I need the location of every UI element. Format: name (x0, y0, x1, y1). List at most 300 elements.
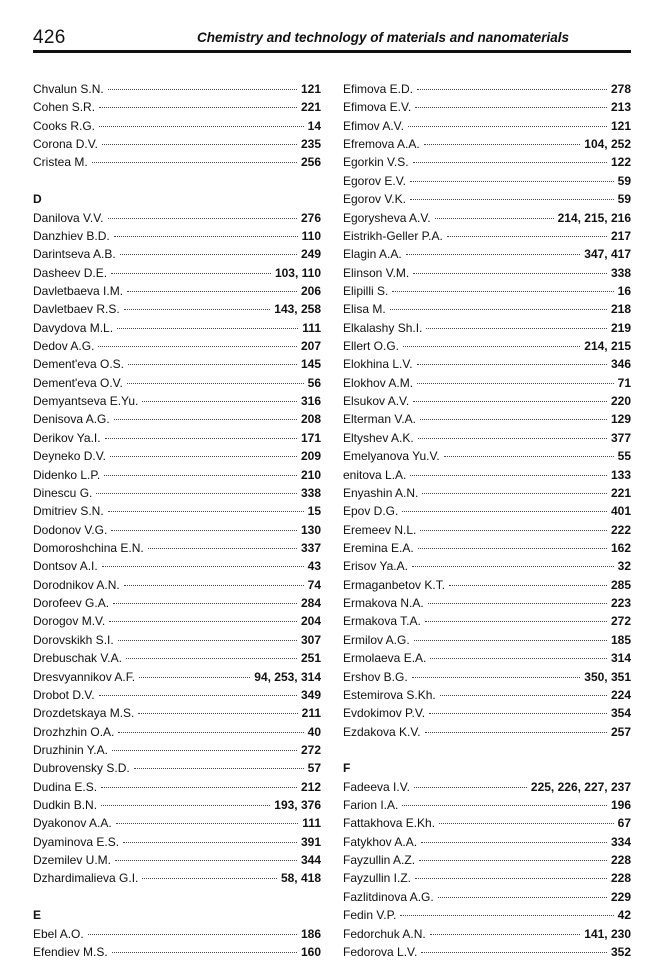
page-references: 104, 252 (584, 137, 631, 152)
dot-leader (400, 915, 613, 916)
page-references: 391 (300, 834, 321, 849)
dot-leader (112, 952, 297, 953)
index-entry (343, 172, 631, 190)
dot-leader (142, 401, 297, 402)
index-entry (343, 686, 631, 704)
page-references: 346 (610, 357, 631, 372)
index-entry (33, 209, 321, 227)
dot-leader (99, 695, 297, 696)
dot-leader (412, 677, 581, 678)
author-name: Fattakhova E.Kh. (343, 816, 436, 831)
author-name: Fayzullin A.Z. (343, 853, 416, 868)
dot-leader (113, 603, 297, 604)
page-references: 278 (610, 82, 631, 96)
index-entry (343, 723, 631, 741)
author-name: Derikov Ya.I. (33, 430, 101, 445)
author-name: Efimov A.V. (343, 118, 404, 133)
index-entry (33, 245, 321, 263)
page-references: 207 (300, 339, 321, 354)
index-entry (33, 539, 321, 557)
dot-leader (117, 328, 298, 329)
page-references: 103, 110 (274, 265, 321, 280)
index-entry (33, 594, 321, 612)
author-name: Farion I.A. (343, 798, 399, 813)
page-references: 272 (300, 742, 321, 757)
dot-leader (101, 805, 270, 806)
page-references: 196 (610, 798, 631, 813)
index-entry (33, 704, 321, 722)
index-entry (343, 814, 631, 832)
index-entry (33, 741, 321, 759)
page-references: 209 (300, 449, 321, 464)
index-entry (343, 300, 631, 318)
dot-leader (408, 126, 607, 127)
dot-leader (392, 291, 613, 292)
section-letter-heading: D (33, 192, 42, 207)
dot-leader (111, 273, 271, 274)
author-name: Egorysheva A.V. (343, 210, 431, 225)
page-references: 211 (301, 706, 321, 721)
index-entry (343, 117, 631, 135)
page-references: 284 (300, 596, 321, 611)
index-entry (33, 447, 321, 465)
dot-leader (430, 658, 607, 659)
dot-leader (420, 530, 607, 531)
dot-leader (410, 181, 614, 182)
author-name: Ermilov A.G. (343, 632, 410, 647)
page-references: 206 (300, 283, 321, 298)
dot-leader (419, 860, 607, 861)
page-references: 229 (610, 889, 631, 904)
author-name: Efimova E.V. (343, 100, 412, 115)
dot-leader (101, 787, 297, 788)
index-entry (33, 686, 321, 704)
author-name: Druzhinin Y.A. (33, 742, 108, 757)
dot-leader (115, 860, 297, 861)
dot-leader (444, 456, 614, 457)
index-entry (33, 337, 321, 355)
page-references: 221 (610, 485, 631, 500)
page-references: 71 (617, 375, 631, 390)
index-entry (33, 227, 321, 245)
running-title: Chemistry and technology of materials and nanomaterials (196, 30, 570, 45)
page-references: 338 (300, 485, 321, 500)
page-references: 111 (302, 816, 321, 831)
dot-leader (420, 419, 607, 420)
index-entry (33, 759, 321, 777)
page-references: 111 (302, 320, 321, 335)
page-references: 401 (610, 504, 631, 519)
page-references: 162 (610, 540, 631, 555)
index-entry (33, 466, 321, 484)
page-references: 204 (300, 614, 321, 629)
page-references: 110 (301, 228, 321, 243)
page-references: 344 (300, 853, 321, 868)
page-references: 122 (610, 155, 631, 170)
index-entry (343, 796, 631, 814)
section-letter-heading: E (33, 908, 42, 923)
dot-leader (99, 126, 304, 127)
author-name: Dorofeev G.A. (33, 596, 110, 611)
page-references: 354 (610, 706, 631, 721)
page-references: 213 (610, 100, 631, 115)
page-references: 16 (617, 283, 631, 298)
index-entry (33, 429, 321, 447)
page-references: 94, 253, 314 (254, 669, 321, 684)
index-entry (33, 282, 321, 300)
dot-leader (124, 309, 271, 310)
index-entry (343, 484, 631, 502)
author-name: Fadeeva I.V. (343, 779, 410, 794)
index-entry (33, 374, 321, 392)
index-entry (33, 521, 321, 539)
dot-leader (413, 273, 607, 274)
author-name: Darintseva A.B. (33, 247, 116, 262)
dot-leader (425, 732, 607, 733)
dot-leader (114, 236, 298, 237)
dot-leader (415, 878, 607, 879)
index-entry (33, 943, 321, 961)
page-references: 221 (300, 100, 321, 115)
index-entry (33, 355, 321, 373)
index-entry (33, 502, 321, 520)
author-name: Ermakova N.A. (343, 596, 424, 611)
dot-leader (142, 878, 277, 879)
dot-leader (406, 254, 581, 255)
author-name: Davletbaeva I.M. (33, 283, 124, 298)
index-entry (343, 869, 631, 887)
author-name: Fatykhov A.A. (343, 834, 418, 849)
index-entry (33, 135, 321, 153)
author-name: Dubrovensky S.D. (33, 761, 130, 776)
page-references: 121 (610, 118, 631, 133)
index-entry (33, 649, 321, 667)
author-name: Elagin A.A. (343, 247, 402, 262)
author-name: Dodonov V.G. (33, 522, 108, 537)
index-entry (343, 227, 631, 245)
dot-leader (128, 364, 297, 365)
page-references: 55 (617, 449, 631, 464)
dot-leader (114, 419, 297, 420)
dot-leader (111, 530, 297, 531)
author-name: Dorodnikov A.N. (33, 577, 120, 592)
dot-leader (138, 713, 297, 714)
section-spacer (33, 888, 321, 906)
index-entry (33, 631, 321, 649)
page-references: 14 (307, 118, 321, 133)
dot-leader (120, 254, 297, 255)
author-name: Ermaganbetov K.T. (343, 577, 446, 592)
dot-leader (99, 107, 297, 108)
author-name: Danilova V.V. (33, 210, 104, 225)
author-name: Dontsov A.I. (33, 559, 98, 574)
index-entry (343, 925, 631, 943)
page-references: 141, 230 (584, 926, 631, 941)
author-name: Fedin V.P. (343, 908, 397, 923)
author-name: Corona D.V. (33, 137, 98, 152)
dot-leader (98, 346, 297, 347)
index-entry (343, 135, 631, 153)
index-entry (343, 466, 631, 484)
author-name: Cohen S.R. (33, 100, 96, 115)
dot-leader (88, 934, 297, 935)
index-entry (33, 392, 321, 410)
author-name: Dorovskikh S.I. (33, 632, 114, 647)
page-references: 251 (300, 651, 321, 666)
author-name: Elokhina L.V. (343, 357, 413, 372)
index-entry (343, 337, 631, 355)
author-name: Dement'eva O.V. (33, 375, 123, 390)
page-references: 276 (300, 210, 321, 225)
index-entry (343, 209, 631, 227)
page-references: 228 (610, 853, 631, 868)
author-name: Didenko L.P. (33, 467, 101, 482)
author-name: Dudina E.S. (33, 779, 98, 794)
author-name: Dement'eva O.S. (33, 357, 124, 372)
dot-leader (116, 823, 299, 824)
index-entry (343, 245, 631, 263)
author-name: Egorov E.V. (343, 173, 406, 188)
author-name: Epov D.G. (343, 504, 399, 519)
page-references: 307 (300, 632, 321, 647)
index-entry (33, 833, 321, 851)
dot-leader (124, 585, 304, 586)
index-entry (33, 264, 321, 282)
dot-leader (109, 621, 297, 622)
author-name: Cristea M. (33, 155, 88, 170)
dot-leader (110, 456, 297, 457)
index-entry (343, 704, 631, 722)
index-entry (343, 833, 631, 851)
index-column-left (33, 80, 321, 961)
dot-leader (421, 842, 607, 843)
index-entry (33, 80, 321, 98)
index-entry (33, 300, 321, 318)
index-entry (33, 117, 321, 135)
index-entry (33, 814, 321, 832)
page-references: 217 (610, 228, 631, 243)
index-entry (343, 521, 631, 539)
dot-leader (410, 475, 607, 476)
author-name: Evdokimov P.V. (343, 706, 426, 721)
dot-leader (435, 218, 554, 219)
author-name: Drozdetskaya M.S. (33, 706, 135, 721)
index-entry (33, 576, 321, 594)
dot-leader (118, 732, 303, 733)
dot-leader (417, 364, 607, 365)
index-entry (343, 612, 631, 630)
dot-leader (413, 162, 607, 163)
author-name: Demyantseva E.Yu. (33, 394, 139, 409)
dot-leader (105, 438, 297, 439)
index-entry (343, 668, 631, 686)
page-references: 222 (610, 522, 631, 537)
author-name: Efimova E.D. (343, 82, 414, 96)
author-name: Drobot D.V. (33, 687, 95, 702)
page-references: 210 (300, 467, 321, 482)
page-references: 32 (617, 559, 631, 574)
page-references: 314 (610, 651, 631, 666)
index-entry (343, 851, 631, 869)
author-name: Ershov B.G. (343, 669, 408, 684)
index-entry (343, 539, 631, 557)
page-references: 228 (610, 871, 631, 886)
index-entry (33, 925, 321, 943)
dot-leader (428, 603, 607, 604)
dot-leader (429, 713, 607, 714)
page-references: 272 (610, 614, 631, 629)
index-entry (343, 80, 631, 98)
index-entry (343, 888, 631, 906)
author-name: Elisa M. (343, 302, 386, 317)
dot-leader (102, 144, 297, 145)
author-name: Fazlitdinova A.G. (343, 889, 434, 904)
index-entry (343, 502, 631, 520)
author-name: Cooks R.G. (33, 118, 96, 133)
dot-leader (447, 236, 607, 237)
author-name: Elipilli S. (343, 283, 389, 298)
author-name: Dmitriev S.N. (33, 504, 104, 519)
page-references: 212 (300, 779, 321, 794)
author-name: Efendiev M.S. (33, 944, 108, 959)
page-references: 145 (300, 357, 321, 372)
author-name: Egorkin V.S. (343, 155, 409, 170)
index-entry (33, 98, 321, 116)
author-name: Fedorova L.V. (343, 944, 418, 959)
author-name: Elsukov A.V. (343, 394, 410, 409)
index-entry (343, 392, 631, 410)
author-name: Chvalun S.N. (33, 82, 104, 96)
author-name: Drozhzhin O.A. (33, 724, 115, 739)
page-references: 58, 418 (280, 871, 321, 886)
page-references: 235 (300, 137, 321, 152)
page-references: 350, 351 (584, 669, 631, 684)
index-entry (343, 447, 631, 465)
index-entry (343, 631, 631, 649)
index-column-right (343, 80, 631, 961)
author-name: Fayzullin I.Z. (343, 871, 412, 886)
page-references: 43 (307, 559, 321, 574)
author-name: Dinescu G. (33, 485, 93, 500)
author-name: Eremeev N.L. (343, 522, 417, 537)
author-name: Egorov V.K. (343, 192, 406, 207)
page-references: 208 (300, 412, 321, 427)
page-references: 67 (617, 816, 631, 831)
page-references: 334 (610, 834, 631, 849)
dot-leader (92, 162, 297, 163)
page-references: 338 (610, 265, 631, 280)
page-references: 133 (610, 467, 631, 482)
dot-leader (390, 309, 607, 310)
page-references: 160 (300, 944, 321, 959)
author-name: Dresvyannikov A.F. (33, 669, 136, 684)
page-references: 347, 417 (584, 247, 631, 262)
dot-leader (108, 511, 304, 512)
index-entry (343, 355, 631, 373)
dot-leader (102, 566, 304, 567)
author-name: Dzhardimalieva G.I. (33, 871, 139, 886)
author-name: Dzemilev U.M. (33, 853, 112, 868)
index-entry (33, 319, 321, 337)
dot-leader (134, 768, 304, 769)
dot-leader (426, 328, 607, 329)
index-entry (33, 851, 321, 869)
index-entry (343, 98, 631, 116)
author-name: Elkalashy Sh.I. (343, 320, 423, 335)
page-references: 15 (307, 504, 321, 519)
author-name: Efremova A.A. (343, 137, 420, 152)
dot-leader (414, 640, 607, 641)
dot-leader (415, 107, 607, 108)
index-entry (343, 374, 631, 392)
index-entry (33, 668, 321, 686)
index-entry (33, 723, 321, 741)
dot-leader (417, 383, 614, 384)
dot-leader (430, 934, 581, 935)
page-references: 224 (610, 687, 631, 702)
page-references: 42 (617, 908, 631, 923)
dot-leader (139, 677, 250, 678)
author-name: Denisova A.G. (33, 412, 110, 427)
page-references: 316 (300, 394, 321, 409)
page-references: 121 (300, 82, 321, 96)
index-entry (343, 557, 631, 575)
dot-leader (104, 475, 297, 476)
page-references: 74 (307, 577, 321, 592)
page-references: 223 (610, 596, 631, 611)
page-references: 214, 215, 216 (557, 210, 631, 225)
dot-leader (402, 805, 607, 806)
page-references: 256 (300, 155, 321, 170)
page-references: 214, 215 (584, 339, 631, 354)
index-entry (343, 153, 631, 171)
author-name: Elinson V.M. (343, 265, 410, 280)
section-spacer (33, 172, 321, 190)
dot-leader (148, 548, 297, 549)
author-name: Danzhiev B.D. (33, 228, 110, 243)
page-references: 130 (300, 522, 321, 537)
author-name: Ellert O.G. (343, 339, 400, 354)
page-references: 349 (300, 687, 321, 702)
dot-leader (123, 842, 297, 843)
page-references: 57 (307, 761, 321, 776)
page-references: 40 (307, 724, 321, 739)
dot-leader (126, 658, 297, 659)
page-references: 218 (610, 302, 631, 317)
index-entry (33, 557, 321, 575)
index-entry (343, 906, 631, 924)
dot-leader (418, 548, 607, 549)
page-references: 285 (610, 577, 631, 592)
dot-leader (422, 493, 607, 494)
index-entry (343, 429, 631, 447)
author-name: Dudkin B.N. (33, 798, 98, 813)
page-references: 59 (617, 192, 631, 207)
page-references: 225, 226, 227, 237 (530, 779, 631, 794)
index-entry (33, 153, 321, 171)
dot-leader (421, 952, 607, 953)
dot-leader (424, 144, 581, 145)
author-name: Drebuschak V.A. (33, 651, 122, 666)
page-references: 186 (300, 926, 321, 941)
dot-leader (108, 89, 297, 90)
index-entry (343, 576, 631, 594)
author-name: Ebel A.O. (33, 926, 84, 941)
dot-leader (418, 438, 607, 439)
author-name: Dyaminova E.S. (33, 834, 120, 849)
index-entry (343, 190, 631, 208)
dot-leader (403, 346, 580, 347)
